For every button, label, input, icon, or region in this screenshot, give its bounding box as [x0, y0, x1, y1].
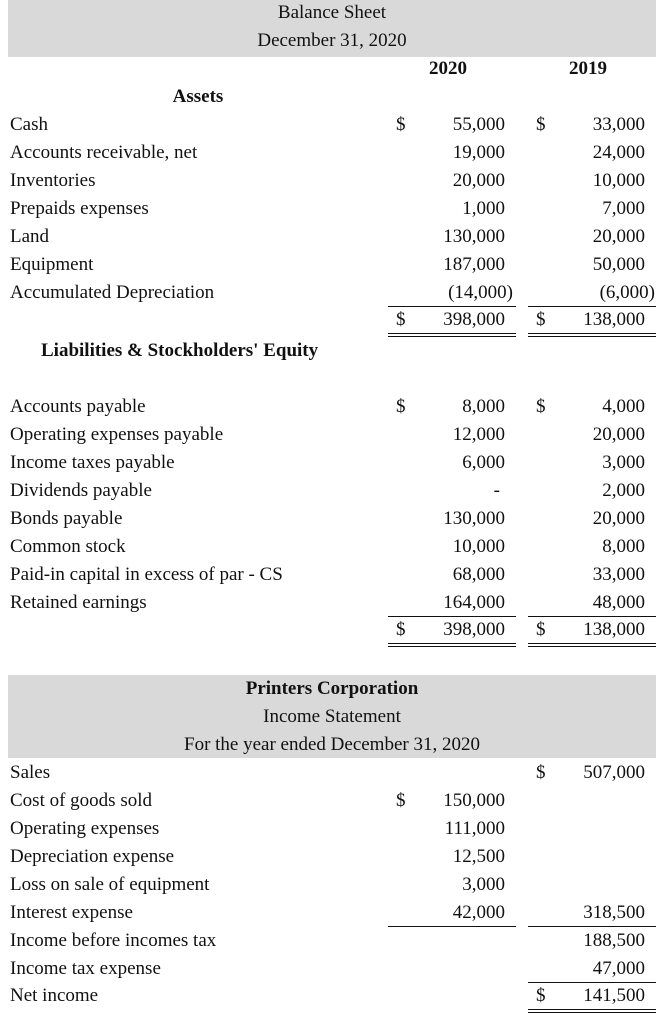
- liability-value-2019: 2,000: [602, 480, 645, 501]
- asset-value-2019: 33,000: [592, 114, 645, 135]
- income-statement-title: Income Statement: [263, 706, 401, 727]
- liability-label: Paid-in capital in excess of par - CS: [10, 564, 283, 585]
- liability-value-2020: 6,000: [462, 452, 505, 473]
- column-header-2020: 2020: [429, 58, 467, 79]
- dollar-sign-2020: $: [396, 396, 406, 417]
- subtotal-underline: [528, 616, 656, 617]
- dollar-sign-2019: $: [536, 396, 546, 417]
- liability-value-2019: 20,000: [592, 424, 645, 445]
- asset-label: Accounts receivable, net: [10, 142, 198, 163]
- asset-label: Inventories: [10, 170, 96, 191]
- liability-value-2019: 33,000: [592, 564, 645, 585]
- liability-label: Income taxes payable: [10, 452, 175, 473]
- liability-label: Dividends payable: [10, 480, 152, 501]
- income-tax-value: 47,000: [592, 958, 645, 979]
- subtotal-underline: [528, 982, 656, 983]
- asset-value-2020: 130,000: [443, 226, 505, 247]
- liability-value-2019: 48,000: [592, 592, 645, 613]
- income-statement-period: For the year ended December 31, 2020: [184, 734, 480, 755]
- liability-label: Bonds payable: [10, 508, 123, 529]
- liab-total-dollar-2019: $: [536, 619, 546, 640]
- sales-label: Sales: [10, 762, 51, 783]
- total-double-underline: [528, 643, 656, 647]
- asset-value-2019: 10,000: [592, 170, 645, 191]
- liability-value-2020: 164,000: [443, 592, 505, 613]
- liability-value-2020: 8,000: [462, 396, 505, 417]
- liability-value-2020: -: [493, 480, 500, 501]
- asset-value-2019: 20,000: [592, 226, 645, 247]
- income-before-tax-label: Income before incomes tax: [10, 930, 217, 951]
- liability-value-2019: 3,000: [602, 452, 645, 473]
- asset-value-2019: 50,000: [592, 254, 645, 275]
- asset-value-2020: 20,000: [452, 170, 505, 191]
- liability-label: Retained earnings: [10, 592, 147, 613]
- expense-value: 12,500: [452, 846, 505, 867]
- liability-value-2019: 20,000: [592, 508, 645, 529]
- subtotal-underline: [528, 926, 656, 927]
- total-double-underline: [388, 333, 516, 337]
- expense-dollar: $: [396, 790, 406, 811]
- liability-value-2020: 130,000: [443, 508, 505, 529]
- expense-value: 42,000: [452, 902, 505, 923]
- subtotal-underline: [388, 306, 516, 307]
- expense-value: 111,000: [444, 818, 505, 839]
- asset-value-2020: 187,000: [443, 254, 505, 275]
- balance-sheet-date: December 31, 2020: [257, 30, 407, 51]
- liability-value-2019: 4,000: [602, 396, 645, 417]
- income-before-tax-value: 188,500: [583, 930, 645, 951]
- assets-total-2019: 138,000: [583, 309, 645, 330]
- asset-value-2019: (6,000): [599, 282, 655, 303]
- net-income-dollar: $: [536, 985, 546, 1006]
- subtotal-underline: [388, 926, 516, 927]
- balance-sheet-title: Balance Sheet: [277, 2, 387, 23]
- liability-value-2020: 68,000: [452, 564, 505, 585]
- liability-value-2020: 10,000: [452, 536, 505, 557]
- asset-label: Accumulated Depreciation: [10, 282, 215, 303]
- expense-label: Loss on sale of equipment: [10, 874, 210, 895]
- asset-label: Equipment: [10, 254, 94, 275]
- asset-value-2020: 55,000: [452, 114, 505, 135]
- total-double-underline: [388, 643, 516, 647]
- asset-label: Land: [10, 226, 50, 247]
- subtotal-underline: [388, 616, 516, 617]
- liab-total-2020: 398,000: [443, 619, 505, 640]
- expense-label: Cost of goods sold: [10, 790, 152, 811]
- sales-value: 507,000: [583, 762, 645, 783]
- liability-value-2020: 12,000: [452, 424, 505, 445]
- asset-value-2019: 24,000: [592, 142, 645, 163]
- column-header-2019: 2019: [569, 58, 607, 79]
- liab-total-dollar-2020: $: [396, 619, 406, 640]
- dollar-sign-2020: $: [396, 114, 406, 135]
- expense-label: Operating expenses: [10, 818, 160, 839]
- asset-value-2020: (14,000): [448, 282, 513, 303]
- total-expenses-value: 318,500: [583, 902, 645, 923]
- total-double-underline: [528, 1009, 656, 1013]
- assets-total-dollar-2020: $: [396, 309, 406, 330]
- asset-label: Cash: [10, 114, 48, 135]
- sales-dollar: $: [536, 762, 546, 783]
- income-tax-label: Income tax expense: [10, 958, 161, 979]
- assets-total-2020: 398,000: [443, 309, 505, 330]
- expense-value: 150,000: [443, 790, 505, 811]
- expense-value: 3,000: [462, 874, 505, 895]
- total-double-underline: [528, 333, 656, 337]
- asset-value-2020: 1,000: [462, 198, 505, 219]
- asset-value-2019: 7,000: [602, 198, 645, 219]
- liability-value-2019: 8,000: [602, 536, 645, 557]
- asset-value-2020: 19,000: [452, 142, 505, 163]
- expense-label: Interest expense: [10, 902, 133, 923]
- liability-label: Accounts payable: [10, 396, 146, 417]
- expense-label: Depreciation expense: [10, 846, 175, 867]
- assets-heading: Assets: [172, 86, 224, 107]
- assets-total-dollar-2019: $: [536, 309, 546, 330]
- asset-label: Prepaids expenses: [10, 198, 149, 219]
- liab-total-2019: 138,000: [583, 619, 645, 640]
- subtotal-underline: [528, 306, 656, 307]
- liability-label: Common stock: [10, 536, 126, 557]
- dollar-sign-2019: $: [536, 114, 546, 135]
- net-income-value: 141,500: [583, 985, 645, 1006]
- liability-label: Operating expenses payable: [10, 424, 224, 445]
- net-income-label: Net income: [10, 985, 99, 1006]
- company-name: Printers Corporation: [245, 678, 419, 699]
- liabilities-heading: Liabilities & Stockholders' Equity: [41, 340, 319, 361]
